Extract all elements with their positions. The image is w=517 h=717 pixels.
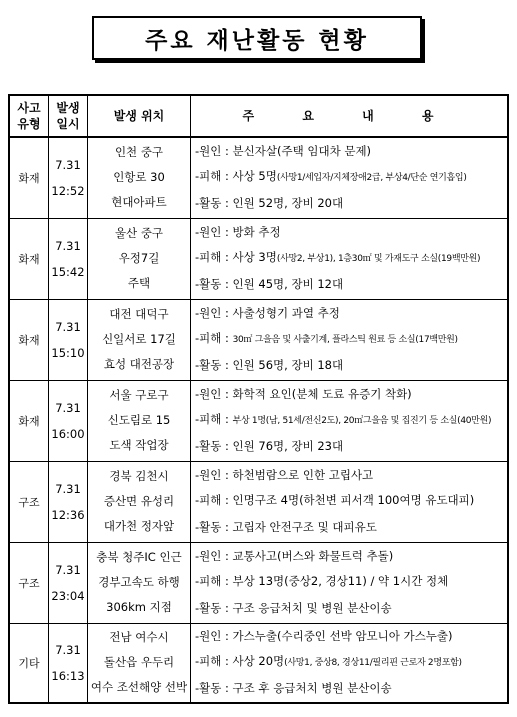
- cause-line: -원인 : 방화 추정: [195, 225, 281, 239]
- type-cell: 화재: [9, 218, 49, 299]
- type-cell: 화재: [9, 299, 49, 380]
- location-cell: 전남 여수시 돌산읍 우두리 여수 조선해양 선박: [88, 623, 191, 703]
- table-row: [9, 542, 508, 623]
- activity-line: -활동 : 인원 45명, 장비 12대: [195, 277, 344, 291]
- header-content: 주 요 내 용: [191, 95, 509, 137]
- damage-line: -피해 : 30㎡ 그을음 및 사출기계, 플라스틱 원료 등 소실(17백만원): [195, 331, 458, 345]
- disaster-table: [8, 94, 509, 704]
- content-cell: [191, 461, 509, 542]
- content-cell: [191, 137, 509, 218]
- cause-line: -원인 : 가스누출(수리중인 선박 암모니아 가스누출): [195, 629, 453, 644]
- table-row: [9, 137, 508, 218]
- type-cell: 화재: [9, 137, 49, 218]
- date-cell: 7.31 16:00: [49, 380, 88, 461]
- date-cell: 7.31 12:36: [49, 461, 88, 542]
- damage-line: -피해 : 사상 5명(사망1/세입자/지체장애2급, 부상4/단순 연기흡입): [195, 169, 467, 184]
- activity-line: -활동 : 고립자 안전구조 및 대피유도: [195, 520, 377, 534]
- header-date: 발생 일시: [49, 95, 88, 137]
- cause-line: -원인 : 화학적 요인(분체 도료 유증기 착화): [195, 387, 412, 401]
- header-type: 사고 유형: [9, 95, 49, 137]
- table-row: [9, 623, 508, 703]
- date-cell: 7.31 23:04: [49, 542, 88, 623]
- header-location: 발생 위치: [88, 95, 191, 137]
- table-row: [9, 461, 508, 542]
- location-cell: 충북 청주IC 인근 경부고속도 하행 306km 지점: [88, 542, 191, 623]
- content-cell: [191, 299, 509, 380]
- location-cell: 대전 대덕구 신일서로 17길 효성 대전공장: [88, 299, 191, 380]
- cause-line: -원인 : 하천범람으로 인한 고립사고: [195, 468, 374, 482]
- activity-line: -활동 : 구조 응급처치 및 병원 분산이송: [195, 601, 392, 615]
- damage-line: -피해 : 인명구조 4명(하천변 피서객 100여명 유도대피): [195, 493, 475, 507]
- type-cell: 구조: [9, 542, 49, 623]
- activity-line: -활동 : 인원 76명, 장비 23대: [195, 439, 344, 453]
- activity-line: -활동 : 구조 후 응급처치 병원 분산이송: [195, 681, 392, 696]
- type-cell: 기타: [9, 623, 49, 703]
- table-row: [9, 299, 508, 380]
- location-cell: 울산 중구 우정7길 주택: [88, 218, 191, 299]
- page-title: 주요 재난활동 현황: [92, 16, 422, 60]
- content-cell: [191, 380, 509, 461]
- activity-line: -활동 : 인원 56명, 장비 18대: [195, 358, 344, 372]
- damage-line: -피해 : 사상 20명(사망1, 중상8, 경상11/필리핀 근로자 2명포함): [195, 654, 462, 669]
- date-cell: 7.31 16:13: [49, 623, 88, 703]
- damage-line: -피해 : 부상 13명(중상2, 경상11) / 약 1시간 정체: [195, 574, 449, 588]
- cause-line: -원인 : 분신자살(주택 임대차 문제): [195, 144, 372, 159]
- cause-line: -원인 : 사출성형기 과열 추정: [195, 306, 340, 320]
- date-cell: 7.31 12:52: [49, 137, 88, 218]
- type-cell: 화재: [9, 380, 49, 461]
- location-cell: 서울 구로구 신도림로 15 도색 작업장: [88, 380, 191, 461]
- type-cell: 구조: [9, 461, 49, 542]
- content-cell: [191, 218, 509, 299]
- location-cell: 인천 중구 인항로 30 현대아파트: [88, 137, 191, 218]
- location-cell: 경북 김천시 증산면 유성리 대가천 정자앞: [88, 461, 191, 542]
- table-row: [9, 218, 508, 299]
- damage-line: -피해 : 사상 3명(사망2, 부상1), 1층30㎡ 및 가재도구 소실(19백만원): [195, 250, 481, 264]
- header-row: [9, 95, 508, 137]
- content-cell: [191, 623, 509, 703]
- date-cell: 7.31 15:10: [49, 299, 88, 380]
- cause-line: -원인 : 교통사고(버스와 화물트럭 추돌): [195, 549, 394, 563]
- date-cell: 7.31 15:42: [49, 218, 88, 299]
- activity-line: -활동 : 인원 52명, 장비 20대: [195, 196, 344, 211]
- table-row: [9, 380, 508, 461]
- damage-line: -피해 : 부상 1명(남, 51세/전신2도), 20㎡그을음 및 집진기 등 소실(40만원): [195, 412, 492, 426]
- content-cell: [191, 542, 509, 623]
